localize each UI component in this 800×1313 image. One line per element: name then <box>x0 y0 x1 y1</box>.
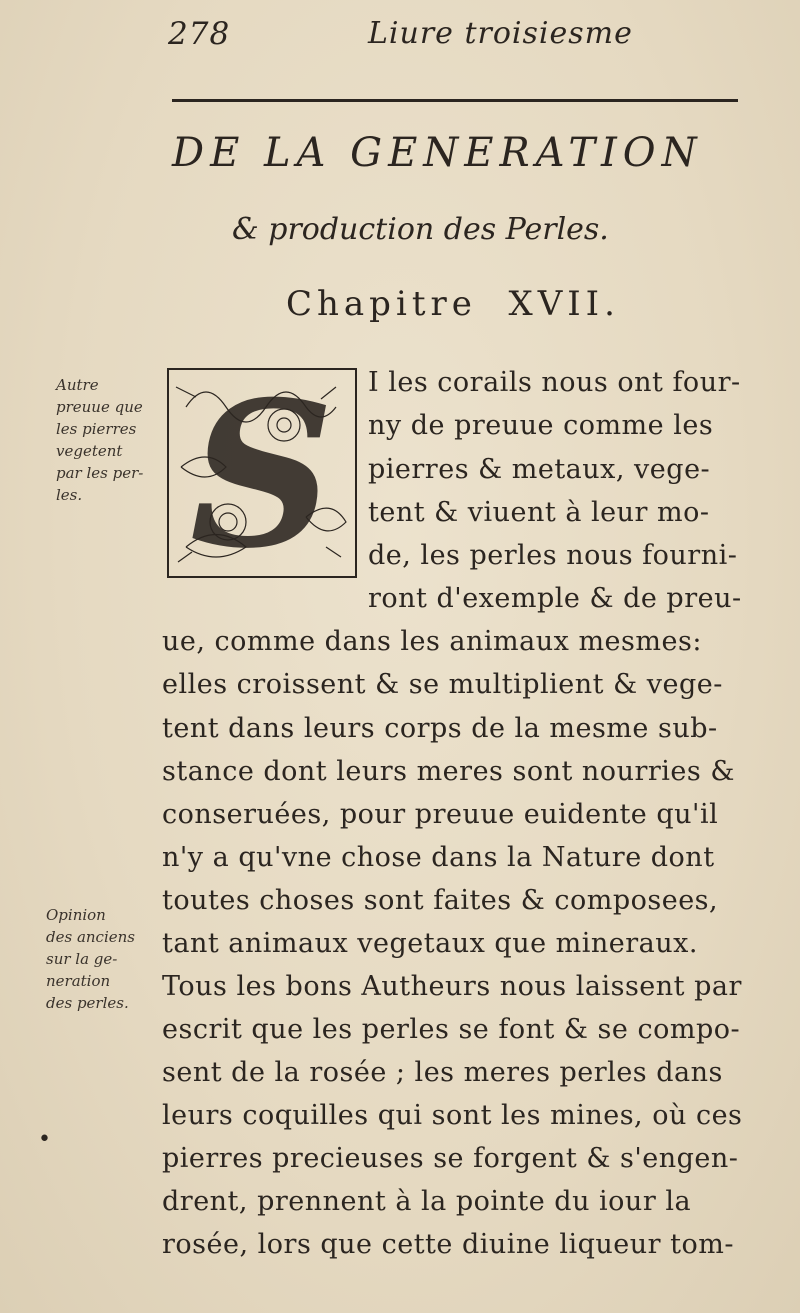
text-line: n'y a qu'vne chose dans la Nature dont <box>162 842 715 873</box>
text-line: de, les perles nous fourni- <box>368 540 738 571</box>
margin-note-line: sur la ge- <box>46 950 118 968</box>
margin-note-line: Autre <box>56 376 99 394</box>
page-number: 278 <box>168 16 231 52</box>
text-line: elles croissent & se multiplient & vege- <box>162 669 723 700</box>
margin-note-line: vegetent <box>56 442 123 460</box>
margin-note-line: les pierres <box>56 420 137 438</box>
margin-note-2 <box>46 904 135 1014</box>
text-line: pierres & metaux, vege- <box>368 454 711 485</box>
margin-note-line: des anciens <box>46 928 135 946</box>
margin-note-line: des perles. <box>46 994 129 1012</box>
text-line: ny de preuue comme les <box>368 410 714 441</box>
running-title: Liure troisiesme <box>368 16 633 51</box>
text-line: drent, prennent à la pointe du iour la <box>162 1186 692 1217</box>
margin-note-line: par les per- <box>56 464 144 482</box>
text-line: escrit que les perles se font & se compo- <box>162 1014 741 1045</box>
text-line: stance dont leurs meres sont nourries & <box>162 756 735 787</box>
text-line: ront d'exemple & de preu- <box>368 583 742 614</box>
chapter-word: Chapitre <box>286 284 477 324</box>
text-line: rosée, lors que cette diuine liqueur tom- <box>162 1229 734 1260</box>
text-line: conseruées, pour preuue euidente qu'il <box>162 799 719 830</box>
text-line: sent de la rosée ; les meres perles dans <box>162 1057 723 1088</box>
running-head <box>0 12 800 62</box>
text-line: I les corails nous ont four- <box>368 367 741 398</box>
text-line: pierres precieuses se forgent & s'engen- <box>162 1143 739 1174</box>
text-line: ue, comme dans les animaux mesmes: <box>162 626 702 657</box>
ink-dot: • <box>38 1127 51 1152</box>
margin-note-line: les. <box>56 486 83 504</box>
margin-note-line: neration <box>46 972 111 990</box>
ornamental-dropcap-s <box>166 367 358 579</box>
text-line: tent & viuent à leur mo- <box>368 497 710 528</box>
section-title: DE LA GENERATION <box>172 130 703 176</box>
margin-note-line: preuue que <box>56 398 143 416</box>
text-line: Tous les bons Autheurs nous laissent par <box>162 971 742 1002</box>
text-line: tant animaux vegetaux que mineraux. <box>162 928 698 959</box>
margin-note-line: Opinion <box>46 906 106 924</box>
text-line: tent dans leurs corps de la mesme sub- <box>162 713 718 744</box>
text-line: toutes choses sont faites & composees, <box>162 885 719 916</box>
dropcap-letter: S <box>189 367 335 579</box>
section-subtitle: & production des Perles. <box>232 212 609 247</box>
header-rule <box>172 99 738 102</box>
chapter-number: XVII. <box>508 284 620 324</box>
text-line: leurs coquilles qui sont les mines, où ces <box>162 1100 743 1131</box>
margin-note-1 <box>56 374 143 506</box>
chapter-heading <box>286 284 620 324</box>
